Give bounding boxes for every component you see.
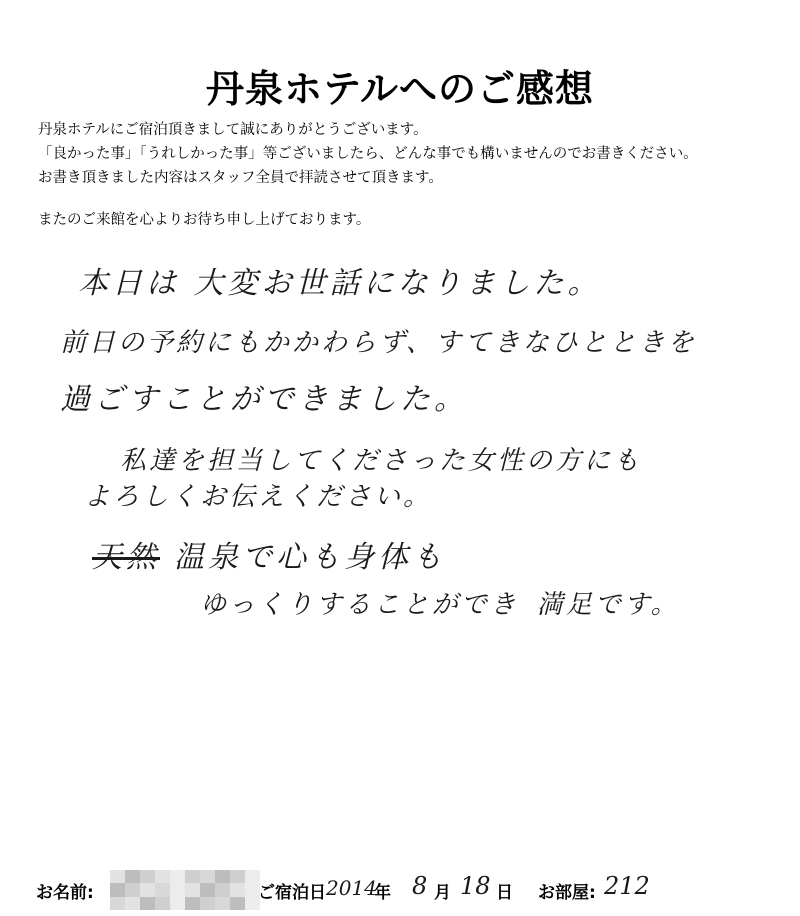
room-number: 212: [604, 872, 650, 900]
guest-info: [30, 866, 790, 912]
room-label: お部屋:: [538, 883, 596, 903]
stay-date-label: ご宿泊日: [258, 883, 326, 903]
intro-spacer: [38, 190, 778, 208]
day-suffix: 日: [496, 883, 513, 903]
handwritten-line: [92, 532, 446, 576]
redacted-name: [110, 870, 260, 910]
handwritten-line: 前日の予約にもかかわらず、すてきなひとときを: [60, 328, 697, 358]
intro-line: お書き頂きました内容はスタッフ全員で拝読させて頂きます。: [38, 170, 443, 186]
handwritten-line: [200, 584, 680, 621]
struck-word: 天然: [92, 540, 160, 575]
page-title: 丹泉ホテルへのご感想: [205, 67, 595, 111]
stay-day: 18: [460, 872, 491, 900]
intro-line: またのご来館を心よりお待ち申し上げております。: [38, 212, 371, 228]
month-suffix: 月: [434, 883, 451, 903]
handwritten-text: 温泉で心も身体も: [174, 540, 446, 575]
handwritten-text: 満足です。: [536, 590, 680, 620]
name-label: お名前:: [36, 883, 94, 903]
handwritten-line: よろしくお伝えください。: [84, 482, 433, 512]
handwritten-text: ゆっくりすることができ: [200, 590, 519, 620]
stay-year: 2014: [326, 876, 377, 900]
handwritten-line: 過ごすことができました。: [60, 382, 468, 417]
year-suffix: 年: [374, 883, 391, 903]
intro-line: 「良かった事」「うれしかった事」等ございましたら、どんな事でも構いませんのでお書きください。: [38, 146, 698, 162]
intro-text: [38, 118, 778, 232]
stay-month: 8: [412, 872, 428, 900]
handwritten-line: 本日は 大変お世話になりました。: [78, 266, 602, 301]
intro-line: 丹泉ホテルにご宿泊頂きまして誠にありがとうございます。: [38, 122, 428, 138]
handwritten-line: 私達を担当してくださった女性の方にも: [120, 446, 643, 476]
